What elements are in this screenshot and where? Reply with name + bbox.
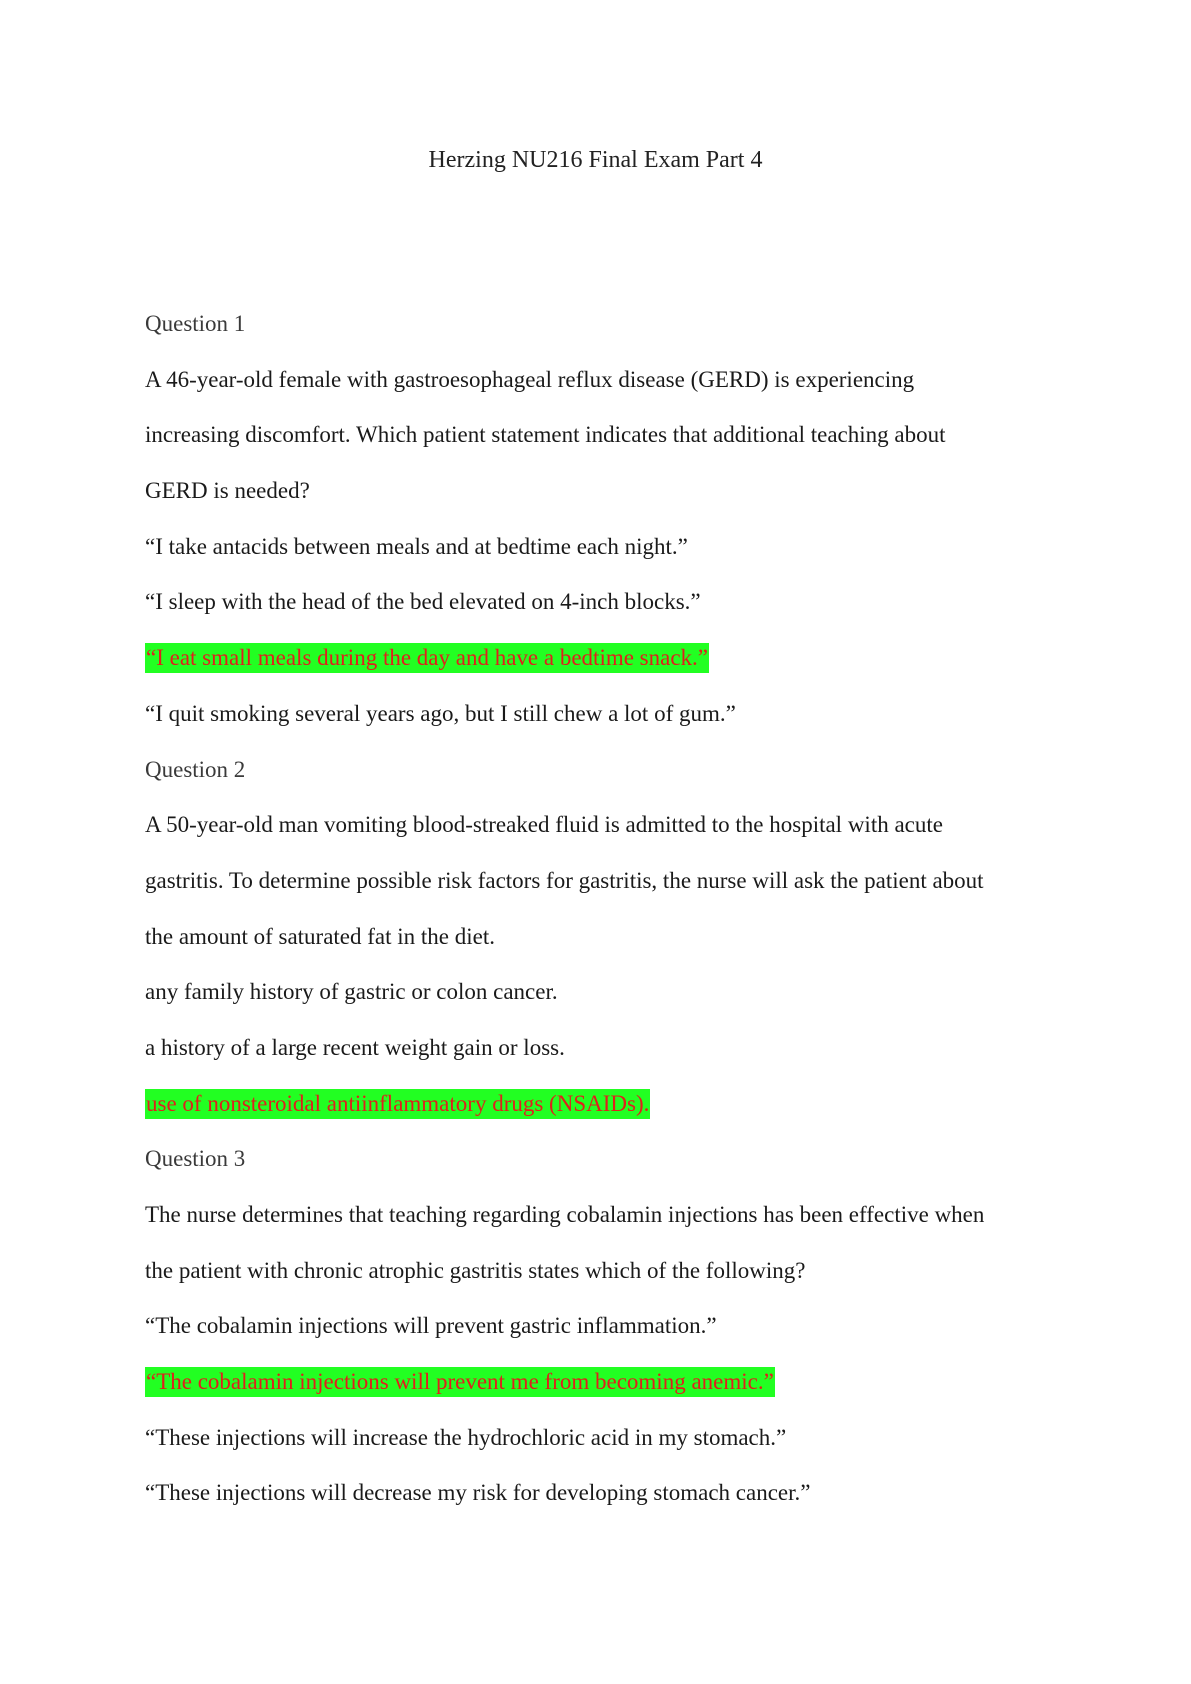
question-3-stem-line-2: the patient with chronic atrophic gastritis states which of the following? — [145, 1257, 806, 1283]
question-2-option-1: the amount of saturated fat in the diet. — [145, 923, 495, 949]
document-title: Herzing NU216 Final Exam Part 4 — [428, 147, 763, 173]
document-body — [145, 309, 1075, 1534]
question-3-label: Question 3 — [145, 1146, 246, 1172]
question-1-option-3 — [145, 643, 1075, 673]
question-2-highlighted-answer: use of nonsteroidal antiinflammatory drugs (NSAIDs). — [145, 1089, 650, 1119]
question-1-stem-line-3: GERD is needed? — [145, 478, 310, 504]
question-3-option-4: “These injections will decrease my risk for developing stomach cancer.” — [145, 1480, 811, 1506]
question-1-option-4: “I quit smoking several years ago, but I still chew a lot of gum.” — [145, 700, 736, 726]
question-1-option-1: “I take antacids between meals and at bedtime each night.” — [145, 533, 688, 559]
question-3-stem-line-1: The nurse determines that teaching regarding cobalamin injections has been effective when — [145, 1202, 985, 1227]
question-1-stem-line-2: increasing discomfort. Which patient statement indicates that additional teaching about — [145, 422, 946, 448]
question-2-label: Question 2 — [145, 756, 246, 782]
question-2-stem-line-1: A 50-year-old man vomiting blood-streaked fluid is admitted to the hospital with acute — [145, 812, 943, 838]
question-3-option-1: “The cobalamin injections will prevent gastric inflammation.” — [145, 1313, 717, 1339]
question-1-option-2: “I sleep with the head of the bed elevated on 4-inch blocks.” — [145, 589, 701, 615]
question-2-option-4 — [145, 1089, 1075, 1119]
question-3-option-2 — [145, 1367, 1075, 1397]
question-3-option-3: “These injections will increase the hydrochloric acid in my stomach.” — [145, 1424, 787, 1450]
question-1-stem-line-1: A 46-year-old female with gastroesophageal reflux disease (GERD) is experiencing — [145, 366, 915, 392]
question-2-option-3: a history of a large recent weight gain or loss. — [145, 1034, 565, 1060]
question-2-stem-line-2: gastritis. To determine possible risk factors for gastritis, the nurse will ask the patient about — [145, 867, 984, 893]
question-3-highlighted-answer: “The cobalamin injections will prevent me from becoming anemic.” — [145, 1367, 775, 1397]
question-1-label: Question 1 — [145, 311, 246, 336]
question-2-option-2: any family history of gastric or colon cancer. — [145, 979, 558, 1005]
question-1-highlighted-answer: “I eat small meals during the day and have a bedtime snack.” — [145, 643, 709, 673]
